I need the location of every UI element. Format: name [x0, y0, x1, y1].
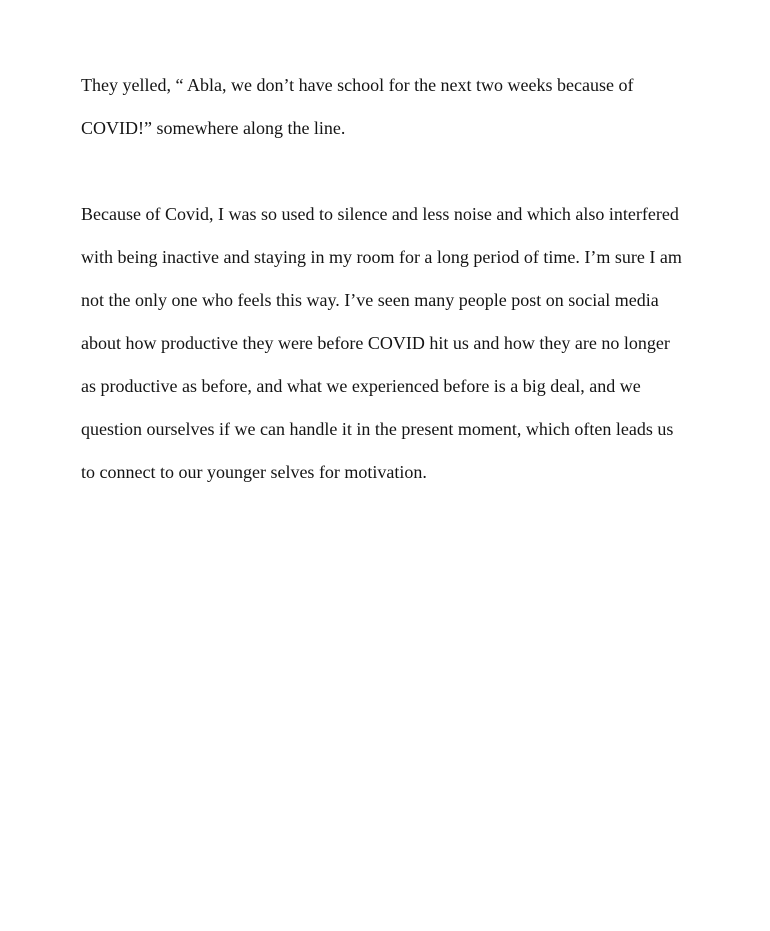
text-line: They yelled, “ Abla, we don’t have school for the next two weeks because of [81, 75, 634, 95]
text-line: about how productive they were before COVID hit us and how they are no longer [81, 333, 670, 353]
text-line: with being inactive and staying in my room for a long period of time. I’m sure I am [81, 247, 682, 267]
paragraph-1 [81, 74, 721, 160]
text-line: COVID!” somewhere along the line. [81, 118, 346, 138]
text-line: question ourselves if we can handle it in the present moment, which often leads us [81, 419, 674, 439]
text-line: not the only one who feels this way. I’ve seen many people post on social media [81, 290, 659, 310]
text-line: as productive as before, and what we experienced before is a big deal, and we [81, 376, 641, 396]
text-line: to connect to our younger selves for motivation. [81, 462, 427, 482]
paragraph-2 [81, 203, 721, 504]
text-line: Because of Covid, I was so used to silence and less noise and which also interfered [81, 204, 679, 224]
